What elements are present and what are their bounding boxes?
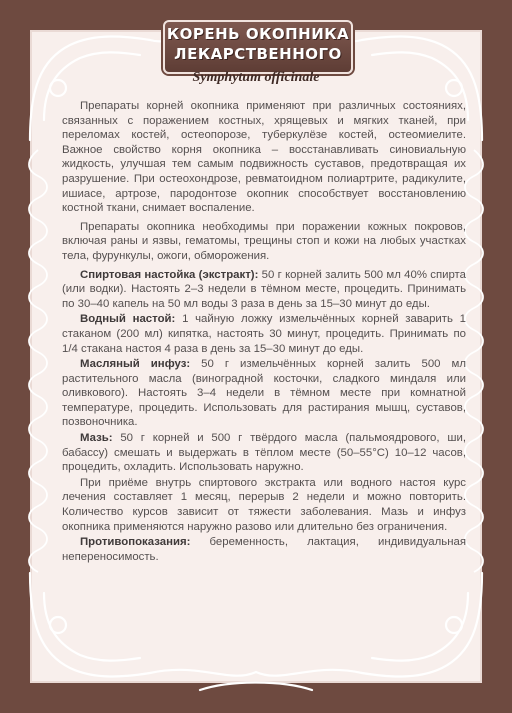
paragraph-contraindications: Противопоказания: беременность, лактация, индивидуальная непереносимость.: [62, 536, 466, 563]
paragraph-infusion: Водный настой: 1 чайную ложку измельчённых корней заварить 1 стаканом (200 мл) кипятка, настоять 30 минут, процедить. Принимать по 1/4 стакана настоя 4 раза в день за 15–30 минут до еды.: [62, 313, 467, 355]
paragraph-ointment: Мазь: 50 г корней и 500 г твёрдого масла (пальмоядрового, ши, бабассу) смешать и выдержать в тёплом месте (50–55°С) 10–12 часов, процедить, охладить. Использовать наружно.: [62, 432, 466, 474]
paragraph-oil: Масляный инфуз: 50 г измельчённых корней залить 500 мл растительного масла (виноградной косточки, сладкого миндаля или оливкового). Настоять 3–4 недели в тёмном месте при комнатной температуре, процедить. Использовать для растирания мышц, суставов, позвоночника.: [62, 358, 467, 429]
title-plate: [163, 20, 353, 74]
title-line-1: КОРЕНЬ ОКОПНИКА: [166, 25, 350, 43]
paragraph-tincture: Спиртовая настойка (экстракт): 50 г корней залить 500 мл 40% спирта (или водки). Настоять 2–3 недели в тёмном месте, процедить. Принимать по 30–40 капель на 50 мл воды 3 раза в день за 15–30 минут до еды.: [62, 268, 466, 310]
title-line-2: ЛЕКАРСТВЕННОГО: [174, 45, 342, 63]
paragraph-skin: Препараты окопника необходимы при поражении кожных покровов, включая раны и язвы, гематомы, трещины стоп и кожи на любых участках тела, фурункулы, ожоги, обморожения.: [62, 220, 466, 262]
paragraph-course: При приёме внутрь спиртового экстракта или водного настоя курс лечения составляет 1 месяц, перерыв 2 недели и можно повторить. Количество курсов зависит от тяжести заболевания. Мазь и инфуз окопника применяются наружно разово или длительно без ограничения.: [62, 476, 466, 533]
paragraph-intro: Препараты корней окопника применяют при различных состояниях, связанных с поражением костных, хрящевых и мягких тканей, при переломах костей, остеопорозе, туберкулёзе костей, остеомиелите. Важное свойство корня окопника – восстанавливать синовиальную жидкость, улучшая тем самым подвижность суставов, предотвращая их разрушение. При остеохондрозе, ревматоидном полиартрите, радикулите, ишиасе, артрозе, пародонтозе окопник способствует восстановлению костной ткани, снимает воспаление.: [62, 100, 466, 215]
latin-name: Symphytum officinale: [192, 70, 320, 85]
article-body: [62, 99, 466, 568]
